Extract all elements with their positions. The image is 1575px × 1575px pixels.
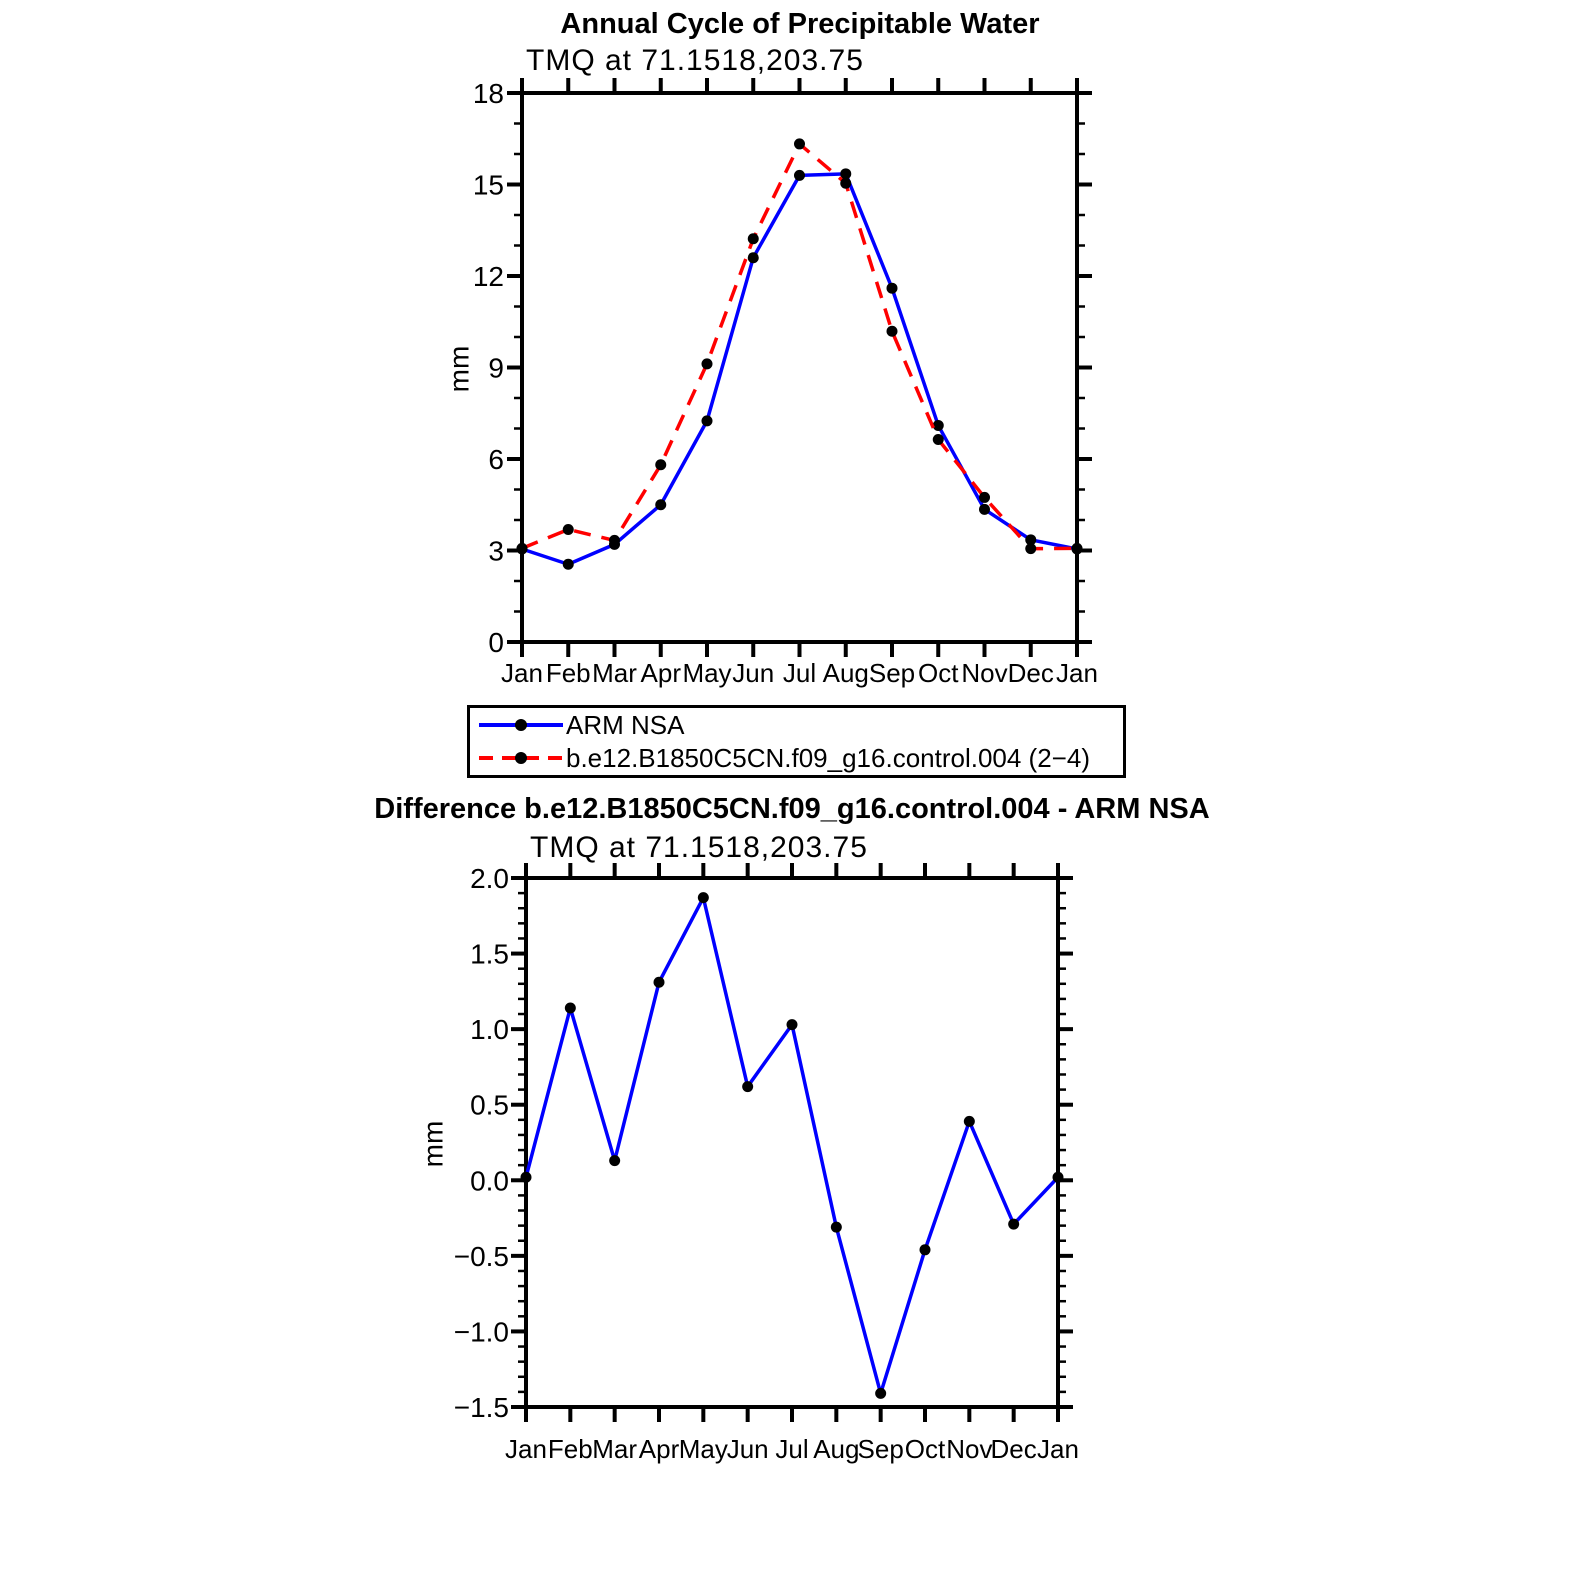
svg-text:Mar: Mar xyxy=(592,1434,638,1464)
svg-text:Jan: Jan xyxy=(1056,658,1098,688)
svg-text:Apr: Apr xyxy=(640,658,681,688)
svg-text:Jun: Jun xyxy=(732,658,775,688)
top-chart-y-axis-label: mm xyxy=(443,345,475,393)
svg-text:Jul: Jul xyxy=(775,1434,809,1464)
svg-text:1.5: 1.5 xyxy=(470,938,509,970)
svg-text:Nov: Nov xyxy=(946,1434,993,1464)
svg-text:Sep: Sep xyxy=(868,658,916,688)
svg-text:Oct: Oct xyxy=(918,658,959,688)
svg-text:9: 9 xyxy=(488,352,504,384)
legend-label-model-control: b.e12.B1850C5CN.f09_g16.control.004 (2−4) xyxy=(566,742,1090,773)
difference-chart-y-axis-label: mm xyxy=(417,1120,449,1168)
svg-text:Feb: Feb xyxy=(545,658,591,688)
svg-text:Jul: Jul xyxy=(782,658,817,688)
svg-text:Nov: Nov xyxy=(961,658,1008,688)
svg-text:Sep: Sep xyxy=(857,1434,904,1464)
svg-text:15: 15 xyxy=(472,169,504,201)
svg-text:0.5: 0.5 xyxy=(470,1089,509,1121)
svg-text:Oct: Oct xyxy=(904,1434,946,1464)
svg-text:3: 3 xyxy=(488,535,504,567)
legend-label-arm-nsa: ARM NSA xyxy=(566,709,685,740)
svg-text:Jan: Jan xyxy=(501,658,543,688)
svg-text:Jan: Jan xyxy=(1037,1434,1079,1464)
svg-text:Mar: Mar xyxy=(592,658,637,688)
svg-text:Aug: Aug xyxy=(813,1434,860,1464)
svg-text:0: 0 xyxy=(488,627,504,658)
top-chart-title: Annual Cycle of Precipitable Water xyxy=(560,8,1040,40)
svg-text:Jun: Jun xyxy=(726,1434,769,1464)
svg-text:Feb: Feb xyxy=(547,1434,593,1464)
svg-text:12: 12 xyxy=(472,261,504,292)
svg-text:May: May xyxy=(682,658,732,688)
svg-text:1.0: 1.0 xyxy=(470,1014,509,1046)
svg-text:May: May xyxy=(678,1434,728,1464)
svg-text:Dec: Dec xyxy=(990,1434,1037,1464)
svg-text:Dec: Dec xyxy=(1007,658,1054,688)
svg-text:−1.5: −1.5 xyxy=(453,1392,509,1423)
svg-text:18: 18 xyxy=(472,78,504,109)
svg-text:−1.0: −1.0 xyxy=(453,1316,509,1348)
svg-text:2.0: 2.0 xyxy=(470,863,509,894)
svg-text:Apr: Apr xyxy=(638,1434,680,1464)
difference-chart-subtitle: TMQ at 71.1518,203.75 xyxy=(530,831,868,864)
svg-text:0.0: 0.0 xyxy=(470,1165,509,1197)
svg-text:6: 6 xyxy=(488,444,504,475)
svg-text:Jan: Jan xyxy=(505,1434,547,1464)
top-chart-subtitle: TMQ at 71.1518,203.75 xyxy=(526,44,864,77)
difference-chart-title: Difference b.e12.B1850C5CN.f09_g16.control.004 - ARM NSA xyxy=(374,793,1210,825)
svg-text:Aug: Aug xyxy=(822,658,869,688)
svg-text:−0.5: −0.5 xyxy=(453,1240,509,1272)
